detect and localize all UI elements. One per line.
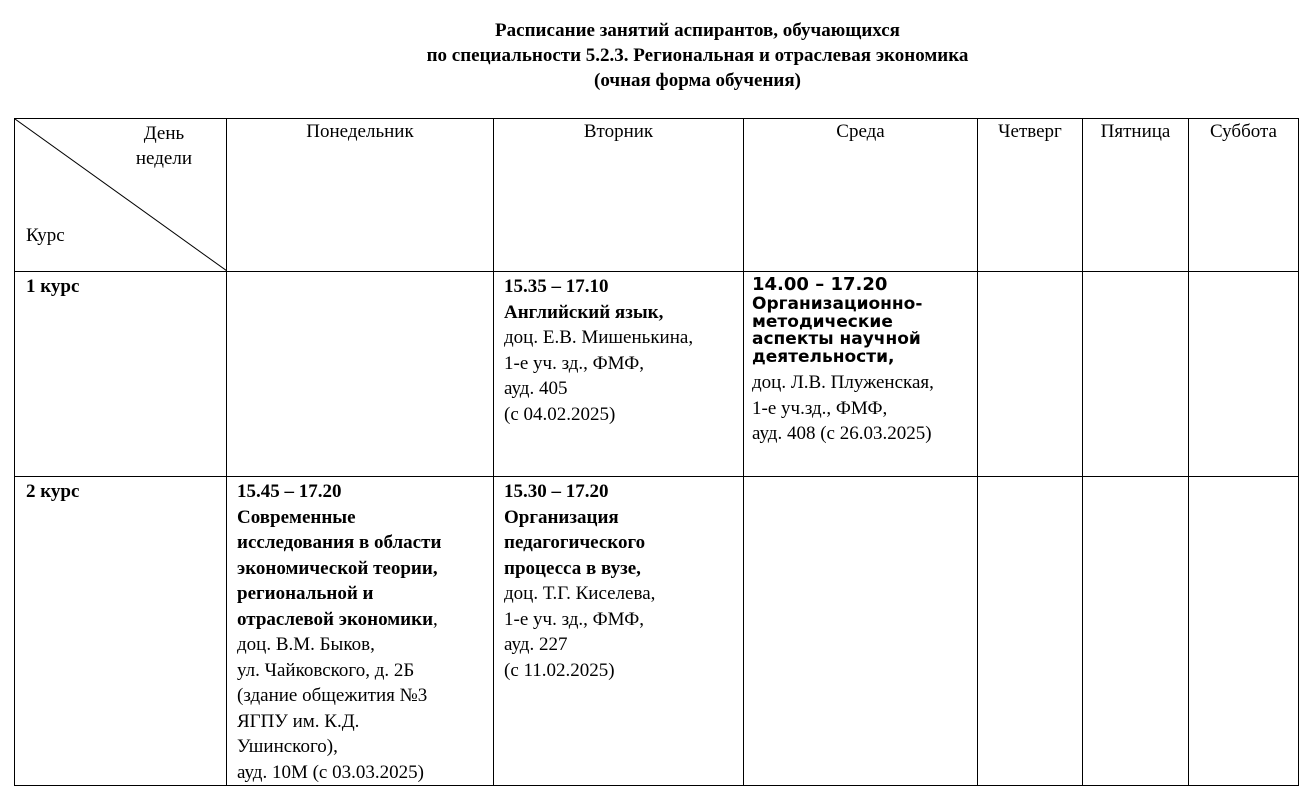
schedule-title (0, 18, 1312, 93)
header-thursday: Четверг (978, 119, 1083, 272)
header-friday: Пятница (1083, 119, 1189, 272)
corner-cell (15, 119, 227, 272)
header-tuesday: Вторник (494, 119, 744, 272)
day-of-week-label (136, 121, 192, 171)
cell-monday (227, 477, 494, 786)
course-cell (15, 477, 227, 786)
class-detail: 1-е уч.зд., ФМФ, (752, 397, 888, 419)
class-detail: (здание общежития №3 (237, 685, 428, 706)
cell-thursday-empty (978, 272, 1083, 477)
subject-line: исследования в области (237, 532, 442, 553)
course-row-2 (15, 477, 1299, 786)
cell-thursday-empty (978, 477, 1083, 786)
cell-saturday-empty (1189, 272, 1299, 477)
subject-line: экономической теории, (237, 557, 438, 579)
course-label: Курс (26, 225, 65, 246)
subject-line: педагогического (504, 532, 646, 553)
class-detail: 1-е уч. зд., ФМФ, (504, 608, 645, 630)
class-detail: доц. Т.Г. Киселева, (504, 583, 656, 604)
class-detail: ауд. 10М (с 03.03.2025) (237, 761, 424, 783)
cell-wednesday (744, 272, 978, 477)
class-detail: ауд. 408 (с 26.03.2025) (752, 423, 932, 444)
header-wednesday: Среда (744, 119, 978, 272)
class-detail: доц. Е.В. Мишенькина, (504, 327, 694, 348)
course-cell (15, 272, 227, 477)
schedule-table (14, 118, 1299, 786)
subject-line: аспекты научной (752, 329, 921, 349)
class-detail: Ушинского), (237, 736, 338, 757)
header-monday: Понедельник (227, 119, 494, 272)
class-detail: ауд. 227 (504, 634, 568, 655)
subject-line-last (237, 607, 487, 633)
course-name: 1 курс (26, 276, 80, 297)
cell-friday-empty (1083, 477, 1189, 786)
title-line-3: (очная форма обучения) (594, 70, 801, 91)
class-time: 15.35 – 17.10 (504, 276, 609, 297)
cell-monday-empty (227, 272, 494, 477)
course-row-1 (15, 272, 1299, 477)
cell-tuesday (494, 477, 744, 786)
title-line-1: Расписание занятий аспирантов, обучающихся (495, 20, 900, 41)
subject-line: Современные (237, 506, 356, 528)
header-row (15, 119, 1299, 272)
day-label-line-1: День (143, 123, 185, 144)
subject-line: Организация (504, 506, 619, 528)
class-detail: доц. В.М. Быков, (237, 634, 375, 655)
class-time: 14.00 – 17.20 (752, 274, 888, 295)
class-detail: (с 04.02.2025) (504, 403, 616, 425)
cell-saturday-empty (1189, 477, 1299, 786)
course-name: 2 курс (26, 481, 80, 502)
class-detail: 1-е уч. зд., ФМФ, (504, 352, 645, 374)
subject-line: региональной и (237, 583, 374, 604)
day-label-line-2: недели (135, 148, 192, 169)
class-time: 15.45 – 17.20 (237, 481, 342, 502)
cell-friday-empty (1083, 272, 1189, 477)
subject-line: деятельности, (752, 346, 895, 367)
subject-line: отраслевой экономики (237, 608, 434, 630)
class-detail: ауд. 405 (504, 378, 568, 399)
cell-tuesday (494, 272, 744, 477)
class-detail: доц. Л.В. Плуженская, (752, 372, 934, 393)
subject-line: процесса в вузе, (504, 557, 641, 579)
cell-wednesday-empty (744, 477, 978, 786)
class-time: 15.30 – 17.20 (504, 481, 609, 502)
class-detail: ЯГПУ им. К.Д. (237, 710, 360, 732)
header-saturday: Суббота (1189, 119, 1299, 272)
class-detail: ул. Чайковского, д. 2Б (237, 659, 415, 681)
class-detail: (с 11.02.2025) (504, 659, 615, 681)
subject-tail: , (433, 608, 438, 630)
title-line-2: по специальности 5.2.3. Региональная и отраслевая экономика (426, 45, 969, 66)
class-subject: Английский язык, (504, 301, 664, 323)
subject-line: Организационно- (752, 294, 923, 314)
subject-line: методические (752, 311, 893, 332)
class-subject (752, 296, 973, 366)
